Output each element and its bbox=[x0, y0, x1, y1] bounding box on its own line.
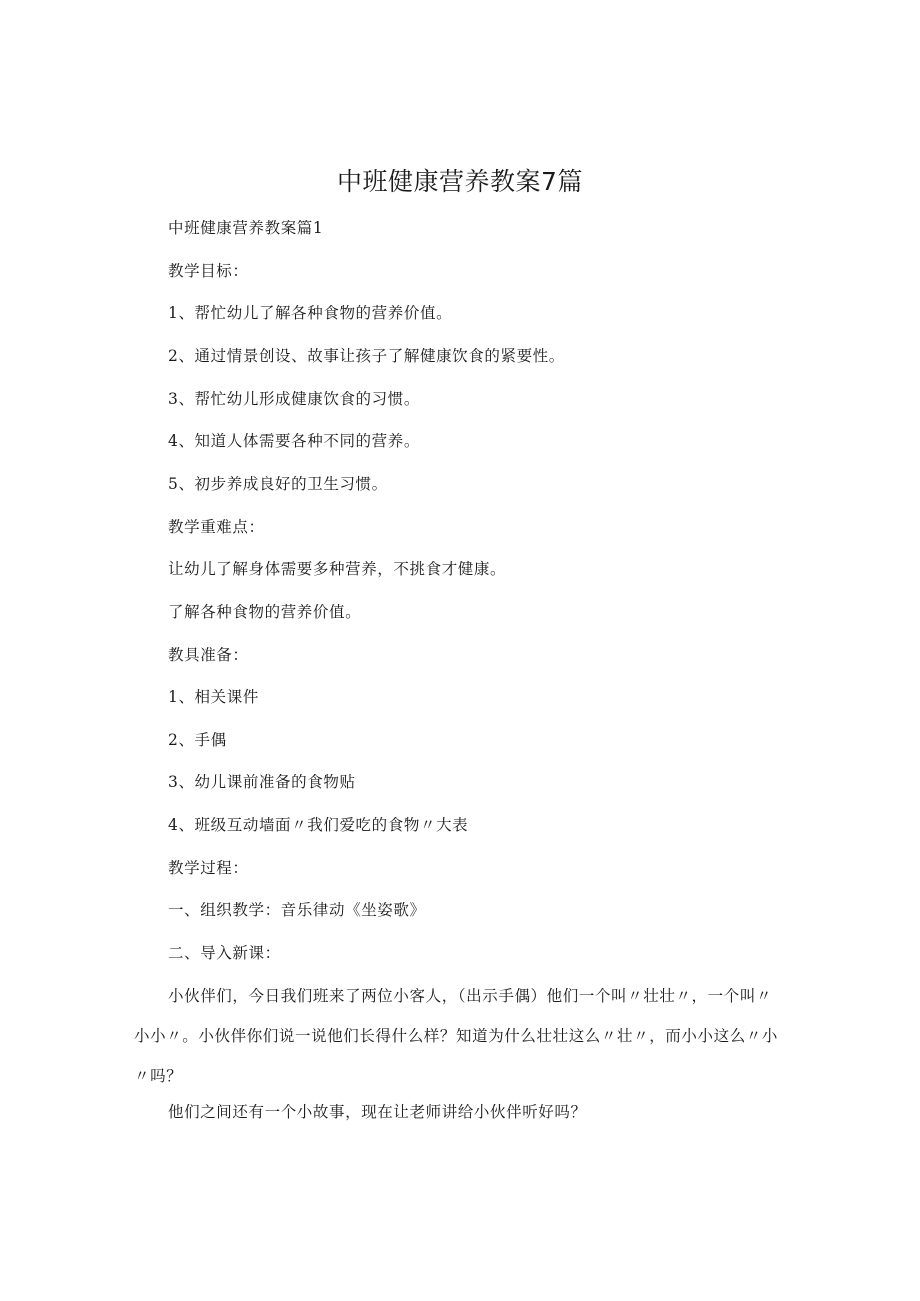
text-line: 一、组织教学：音乐律动《坐姿歌》 bbox=[168, 901, 426, 919]
text-line: 3、幼儿课前准备的食物贴 bbox=[168, 773, 356, 791]
text-line: 3、帮忙幼儿形成健康饮食的习惯。 bbox=[168, 390, 420, 408]
paragraph-text: 他们之间还有一个小故事，现在让老师讲给小伙伴听好吗？ bbox=[168, 1103, 587, 1121]
text-line: 二、导入新课： bbox=[168, 944, 281, 962]
text-line: 4、班级互动墙面〃我们爱吃的食物〃大表 bbox=[168, 816, 469, 834]
text-line: 2、手偶 bbox=[168, 731, 227, 749]
text-line: 教学过程： bbox=[168, 859, 249, 877]
document-title: 中班健康营养教案7篇 bbox=[337, 167, 583, 196]
text-line: 1、帮忙幼儿了解各种食物的营养价值。 bbox=[168, 304, 453, 322]
text-line: 了解各种食物的营养价值。 bbox=[168, 603, 362, 621]
body-paragraph bbox=[134, 1092, 786, 1132]
text-line: 教学目标： bbox=[168, 262, 249, 280]
text-line: 2、通过情景创设、故事让孩子了解健康饮食的紧要性。 bbox=[168, 347, 565, 365]
paragraph-text: 小伙伴们，今日我们班来了两位小客人，（出示手偶）他们一个叫〃壮壮〃，一个叫〃小小〃。小伙伴你们说一说他们长得什么样？知道为什么壮壮这么〃壮〃，而小小这么〃小〃吗？ bbox=[134, 987, 779, 1085]
text-line: 5、初步养成良好的卫生习惯。 bbox=[168, 475, 388, 493]
text-line: 4、知道人体需要各种不同的营养。 bbox=[168, 432, 420, 450]
text-line: 让幼儿了解身体需要多种营养，不挑食才健康。 bbox=[168, 560, 507, 578]
text-line: 教具准备： bbox=[168, 646, 249, 664]
body-paragraph bbox=[134, 976, 786, 1096]
text-line: 教学重难点： bbox=[168, 518, 265, 536]
section-heading: 中班健康营养教案篇1 bbox=[168, 219, 324, 237]
text-line: 1、相关课件 bbox=[168, 688, 259, 706]
